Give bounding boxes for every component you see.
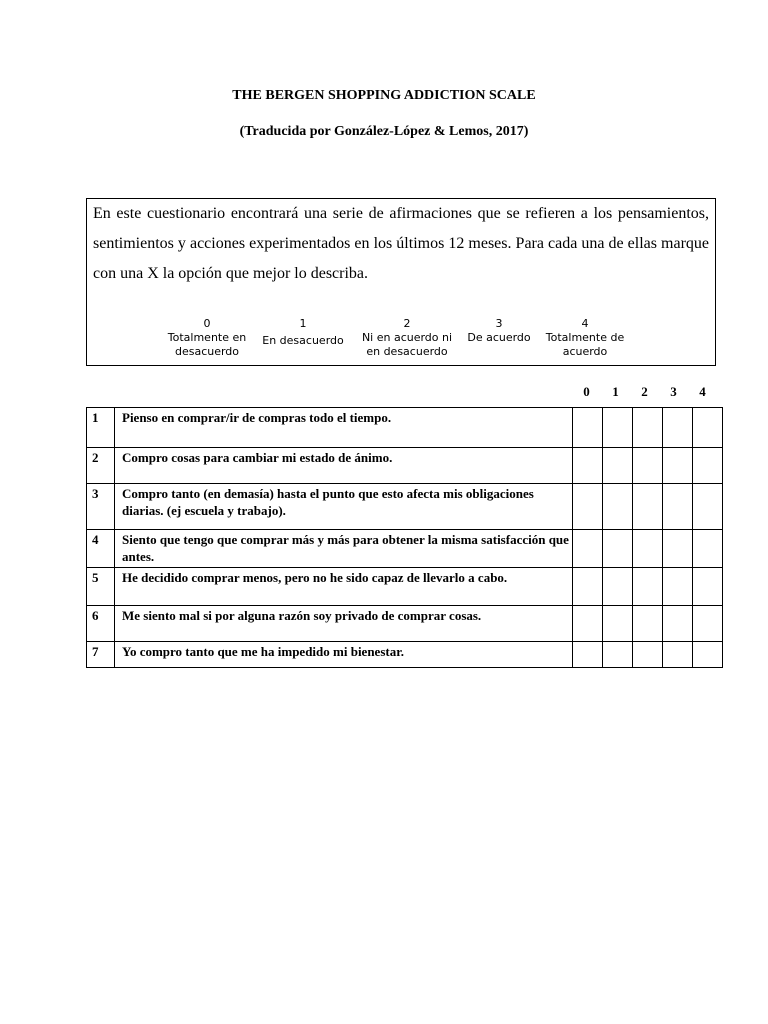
answer-box-3[interactable] <box>663 484 693 530</box>
answer-box-0[interactable] <box>573 642 603 668</box>
answer-box-0[interactable] <box>573 408 603 448</box>
scale-value: 3 <box>495 317 503 330</box>
answer-box-0[interactable] <box>573 606 603 642</box>
answer-box-2[interactable] <box>633 568 663 606</box>
item-statement: Compro cosas para cambiar mi estado de ánimo. <box>115 448 573 484</box>
answer-box-4[interactable] <box>693 642 723 668</box>
item-number: 2 <box>87 448 115 484</box>
scale-option-3 <box>467 317 531 345</box>
answer-box-3[interactable] <box>663 448 693 484</box>
answer-box-3[interactable] <box>663 606 693 642</box>
answer-box-3[interactable] <box>663 530 693 568</box>
answer-box-2[interactable] <box>633 530 663 568</box>
scale-option-1 <box>255 317 351 348</box>
item-statement: Pienso en comprar/ir de compras todo el tiempo. <box>115 408 573 448</box>
column-header-4: 4 <box>699 384 706 399</box>
answer-box-2[interactable] <box>633 408 663 448</box>
answer-box-1[interactable] <box>603 484 633 530</box>
answer-box-1[interactable] <box>603 642 633 668</box>
item-statement: Siento que tengo que comprar más y más para obtener la misma satisfacción que antes. <box>115 530 573 568</box>
column-header-3: 3 <box>670 384 677 399</box>
answer-box-0[interactable] <box>573 568 603 606</box>
answer-box-0[interactable] <box>573 530 603 568</box>
item-number: 3 <box>87 484 115 530</box>
scale-option-2 <box>355 317 459 359</box>
answer-box-1[interactable] <box>603 530 633 568</box>
item-statement: Me siento mal si por alguna razón soy privado de comprar cosas. <box>115 606 573 642</box>
answer-box-1[interactable] <box>603 606 633 642</box>
instructions-text: En este cuestionario encontrará una serie de afirmaciones que se refieren a los pensamientos, sentimientos y acciones experimentados en los últimos 12 meses. Para cada una de ellas marque con una X la opción que mejor lo describa. <box>93 205 709 282</box>
answer-box-1[interactable] <box>603 408 633 448</box>
answer-box-4[interactable] <box>693 530 723 568</box>
instructions-box <box>86 198 716 366</box>
answer-column-headers <box>571 384 717 402</box>
item-number: 7 <box>87 642 115 668</box>
table-row <box>87 568 723 606</box>
answer-box-3[interactable] <box>663 568 693 606</box>
column-header-1: 1 <box>612 384 619 399</box>
document-title: THE BERGEN SHOPPING ADDICTION SCALE <box>232 88 536 103</box>
scale-label: Totalmente de acuerdo <box>545 331 625 358</box>
answer-box-4[interactable] <box>693 448 723 484</box>
answer-box-2[interactable] <box>633 606 663 642</box>
items-table <box>86 407 723 668</box>
item-statement: Yo compro tanto que me ha impedido mi bienestar. <box>115 642 573 668</box>
scale-option-0 <box>159 317 255 359</box>
item-statement: He decidido comprar menos, pero no he sido capaz de llevarlo a cabo. <box>115 568 573 606</box>
answer-box-4[interactable] <box>693 606 723 642</box>
answer-box-1[interactable] <box>603 448 633 484</box>
scale-value: 0 <box>203 317 211 330</box>
answer-box-2[interactable] <box>633 448 663 484</box>
item-number: 1 <box>87 408 115 448</box>
answer-box-3[interactable] <box>663 408 693 448</box>
answer-box-2[interactable] <box>633 642 663 668</box>
table-row <box>87 448 723 484</box>
scale-value: 2 <box>403 317 411 330</box>
item-number: 6 <box>87 606 115 642</box>
answer-box-0[interactable] <box>573 484 603 530</box>
document-subtitle: (Traducida por González-López & Lemos, 2017) <box>239 124 529 139</box>
answer-box-3[interactable] <box>663 642 693 668</box>
table-row <box>87 530 723 568</box>
answer-box-4[interactable] <box>693 408 723 448</box>
item-statement: Compro tanto (en demasía) hasta el punto que esto afecta mis obligaciones diarias. (ej escuela y trabajo). <box>115 484 573 530</box>
column-header-2: 2 <box>641 384 648 399</box>
table-row <box>87 484 723 530</box>
scale-label: Totalmente en desacuerdo <box>167 331 247 358</box>
response-scale-legend <box>87 317 715 367</box>
item-number: 5 <box>87 568 115 606</box>
table-row <box>87 642 723 668</box>
answer-box-1[interactable] <box>603 568 633 606</box>
answer-box-4[interactable] <box>693 568 723 606</box>
answer-box-4[interactable] <box>693 484 723 530</box>
scale-label: Ni en acuerdo ni en desacuerdo <box>361 331 453 358</box>
scale-value: 1 <box>299 317 307 330</box>
answer-box-2[interactable] <box>633 484 663 530</box>
item-number: 4 <box>87 530 115 568</box>
scale-option-4 <box>535 317 635 359</box>
scale-label: De acuerdo <box>467 331 531 344</box>
scale-value: 4 <box>581 317 589 330</box>
table-row <box>87 408 723 448</box>
scale-label: En desacuerdo <box>262 334 344 347</box>
answer-box-0[interactable] <box>573 448 603 484</box>
table-row <box>87 606 723 642</box>
column-header-0: 0 <box>583 384 590 399</box>
